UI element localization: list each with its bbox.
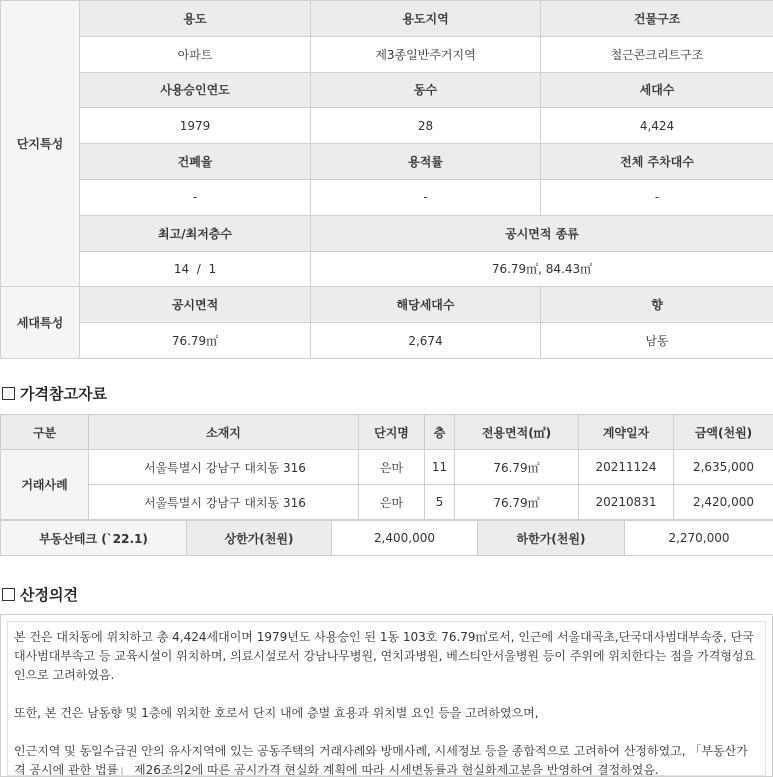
zoning-header: 용도지역 (311, 1, 541, 37)
opinion-paragraph-2: 또한, 본 건은 남동향 및 1층에 위치한 호로서 단지 내에 층별 효용과 위치별 요인 등을 고려하였으며, (14, 706, 539, 720)
property-info-table (0, 0, 773, 359)
public-area-value: 76.79㎡ (80, 323, 311, 359)
household-section-label: 세대특성 (1, 287, 80, 359)
structure-value: 철근콘크리트구조 (541, 36, 773, 72)
table-row (1, 450, 773, 485)
area-types-value: 76.79㎡, 84.43㎡ (311, 251, 773, 287)
usage-header: 용도 (80, 1, 311, 37)
lower-price-label: 하한가(천원) (478, 521, 625, 556)
approval-year-value: 1979 (80, 108, 311, 144)
col-floor-header: 층 (425, 415, 455, 450)
public-area-header: 공시면적 (80, 287, 311, 323)
opinion-title-text: 산정의견 (20, 586, 78, 604)
opinion-text-area[interactable] (7, 621, 766, 776)
opinion-paragraph-1: 본 건은 대치동에 위치하고 총 4,424세대이며 1979년도 사용승인 된 1동 103호 76.79㎡로서, 인근에 서울대곡초,단국대사범대부속중, 단국대사범대부속고 등 교육시설이 위치하며, 의료시설로서 강남나무병원, 연치과병원, 베스티안서울병원 등이 주위에 위치한다는 점을 가격형성요인으로 고려하였음. (14, 630, 756, 682)
transaction-cases-table (0, 414, 773, 520)
area-types-header: 공시면적 종류 (311, 215, 773, 251)
lower-price-value: 2,270,000 (625, 521, 773, 556)
transaction-category: 거래사례 (1, 450, 89, 520)
zoning-value: 제3종일반주거지역 (311, 36, 541, 72)
address-cell: 서울특별시 강남구 대치동 316 (89, 450, 359, 485)
area-cell: 76.79㎡ (455, 450, 579, 485)
building-count-value: 28 (311, 108, 541, 144)
usage-value: 아파트 (80, 36, 311, 72)
approval-year-header: 사용승인연도 (80, 72, 311, 108)
complex-section-label: 단지특성 (1, 1, 80, 287)
market-price-table (0, 520, 773, 556)
orientation-header: 향 (541, 287, 773, 323)
building-count-header: 동수 (311, 72, 541, 108)
floor-area-ratio-value: - (311, 179, 541, 215)
table-row (1, 485, 773, 520)
orientation-value: 남동 (541, 323, 773, 359)
date-cell: 20211124 (579, 450, 674, 485)
coverage-ratio-header: 건폐율 (80, 144, 311, 180)
square-bullet-icon (2, 387, 15, 400)
floor-cell: 5 (425, 485, 455, 520)
opinion-title (2, 584, 78, 605)
structure-header: 건물구조 (541, 1, 773, 37)
col-address-header: 소재지 (89, 415, 359, 450)
price-reference-title-text: 가격참고자료 (20, 385, 107, 403)
matching-households-header: 해당세대수 (311, 287, 541, 323)
household-count-header: 세대수 (541, 72, 773, 108)
date-cell: 20210831 (579, 485, 674, 520)
upper-price-label: 상한가(천원) (187, 521, 332, 556)
complex-cell: 은마 (359, 450, 425, 485)
coverage-ratio-value: - (80, 179, 311, 215)
col-complex-header: 단지명 (359, 415, 425, 450)
market-source-label: 부동산테크 (`22.1) (1, 521, 187, 556)
col-category-header: 구분 (1, 415, 89, 450)
floor-cell: 11 (425, 450, 455, 485)
col-date-header: 계약일자 (579, 415, 674, 450)
price-reference-title (2, 383, 107, 404)
upper-price-value: 2,400,000 (332, 521, 478, 556)
floor-area-ratio-header: 용적률 (311, 144, 541, 180)
area-cell: 76.79㎡ (455, 485, 579, 520)
amount-cell: 2,635,000 (674, 450, 773, 485)
col-area-header: 전용면적(㎡) (455, 415, 579, 450)
floors-value: 14 / 1 (80, 251, 311, 287)
complex-cell: 은마 (359, 485, 425, 520)
opinion-box (0, 614, 773, 777)
amount-cell: 2,420,000 (674, 485, 773, 520)
parking-value: - (541, 179, 773, 215)
opinion-paragraph-3: 인근지역 및 동일수급권 안의 유사지역에 있는 공동주택의 거래사례와 방매사례, 시세정보 등을 종합적으로 고려하여 산정하였고, 「부동산가격 공시에 관한 법률」 제26조의2에 따른 공시가격 현실화 계획에 따라 시세변동률과 현실화제고분을 반영하여 결정하였음. (14, 744, 748, 776)
square-bullet-icon (2, 588, 15, 601)
matching-households-value: 2,674 (311, 323, 541, 359)
col-amount-header: 금액(천원) (674, 415, 773, 450)
address-cell: 서울특별시 강남구 대치동 316 (89, 485, 359, 520)
household-count-value: 4,424 (541, 108, 773, 144)
parking-header: 전체 주차대수 (541, 144, 773, 180)
floors-header: 최고/최저층수 (80, 215, 311, 251)
